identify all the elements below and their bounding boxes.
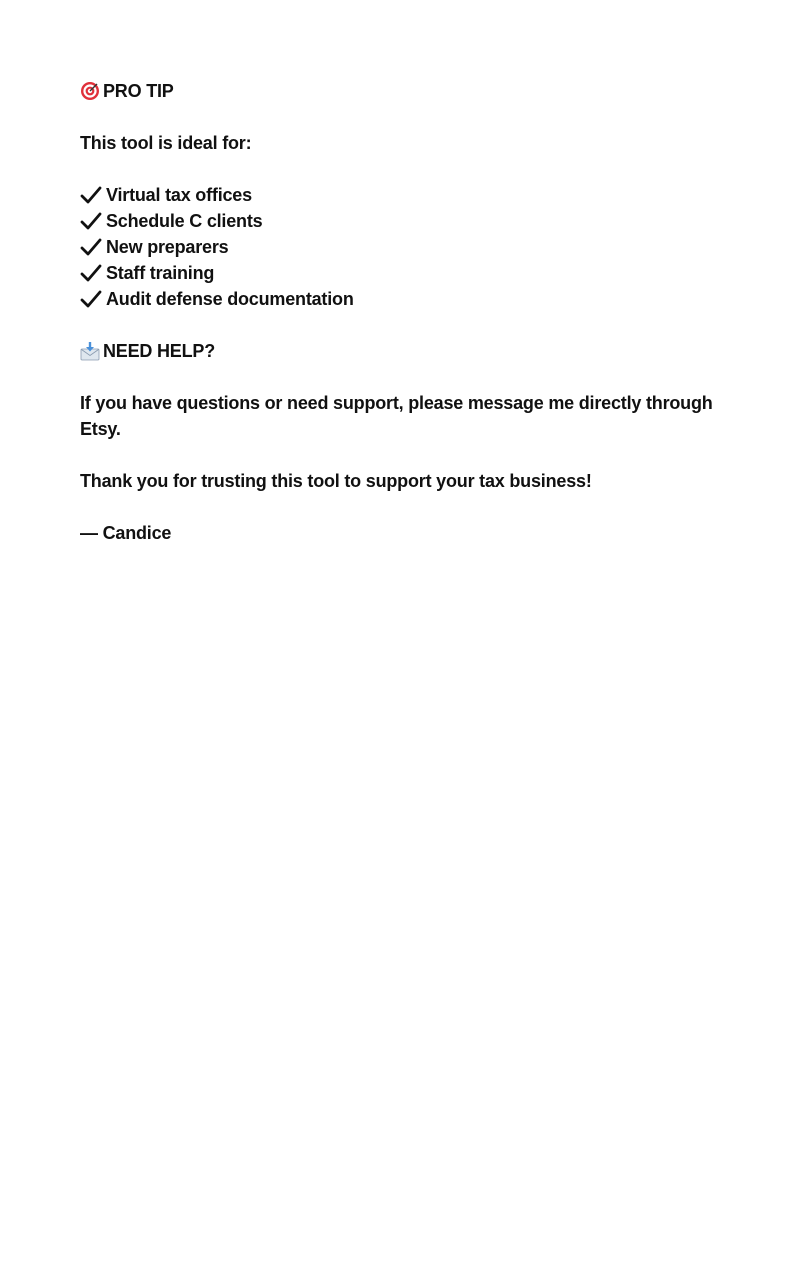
- checkmark-icon: [80, 211, 102, 231]
- list-item-label: Staff training: [106, 263, 215, 283]
- pro-tip-heading: [80, 78, 720, 104]
- list-item: [80, 286, 720, 312]
- checkmark-icon: [80, 263, 102, 283]
- incoming-envelope-icon: [80, 341, 100, 361]
- list-item-label: New preparers: [106, 237, 229, 257]
- checkmark-icon: [80, 289, 102, 309]
- list-item-label: Schedule C clients: [106, 211, 263, 231]
- list-item: [80, 208, 720, 234]
- list-item: [80, 182, 720, 208]
- list-item-label: Virtual tax offices: [106, 185, 252, 205]
- signature: — Candice: [80, 523, 172, 543]
- list-item: [80, 234, 720, 260]
- need-help-heading: [80, 338, 720, 364]
- list-item-label: Audit defense documentation: [106, 289, 354, 309]
- need-help-title: NEED HELP?: [103, 341, 216, 361]
- pro-tip-title: PRO TIP: [103, 81, 174, 101]
- ideal-for-list: [80, 182, 720, 312]
- document-page: [80, 78, 720, 546]
- target-icon: [80, 81, 100, 101]
- checkmark-icon: [80, 237, 102, 257]
- checkmark-icon: [80, 185, 102, 205]
- thank-you-text: Thank you for trusting this tool to support your tax business!: [80, 471, 592, 491]
- help-body: If you have questions or need support, please message me directly through Etsy.: [80, 393, 713, 439]
- list-item: [80, 260, 720, 286]
- intro-text: This tool is ideal for:: [80, 133, 252, 153]
